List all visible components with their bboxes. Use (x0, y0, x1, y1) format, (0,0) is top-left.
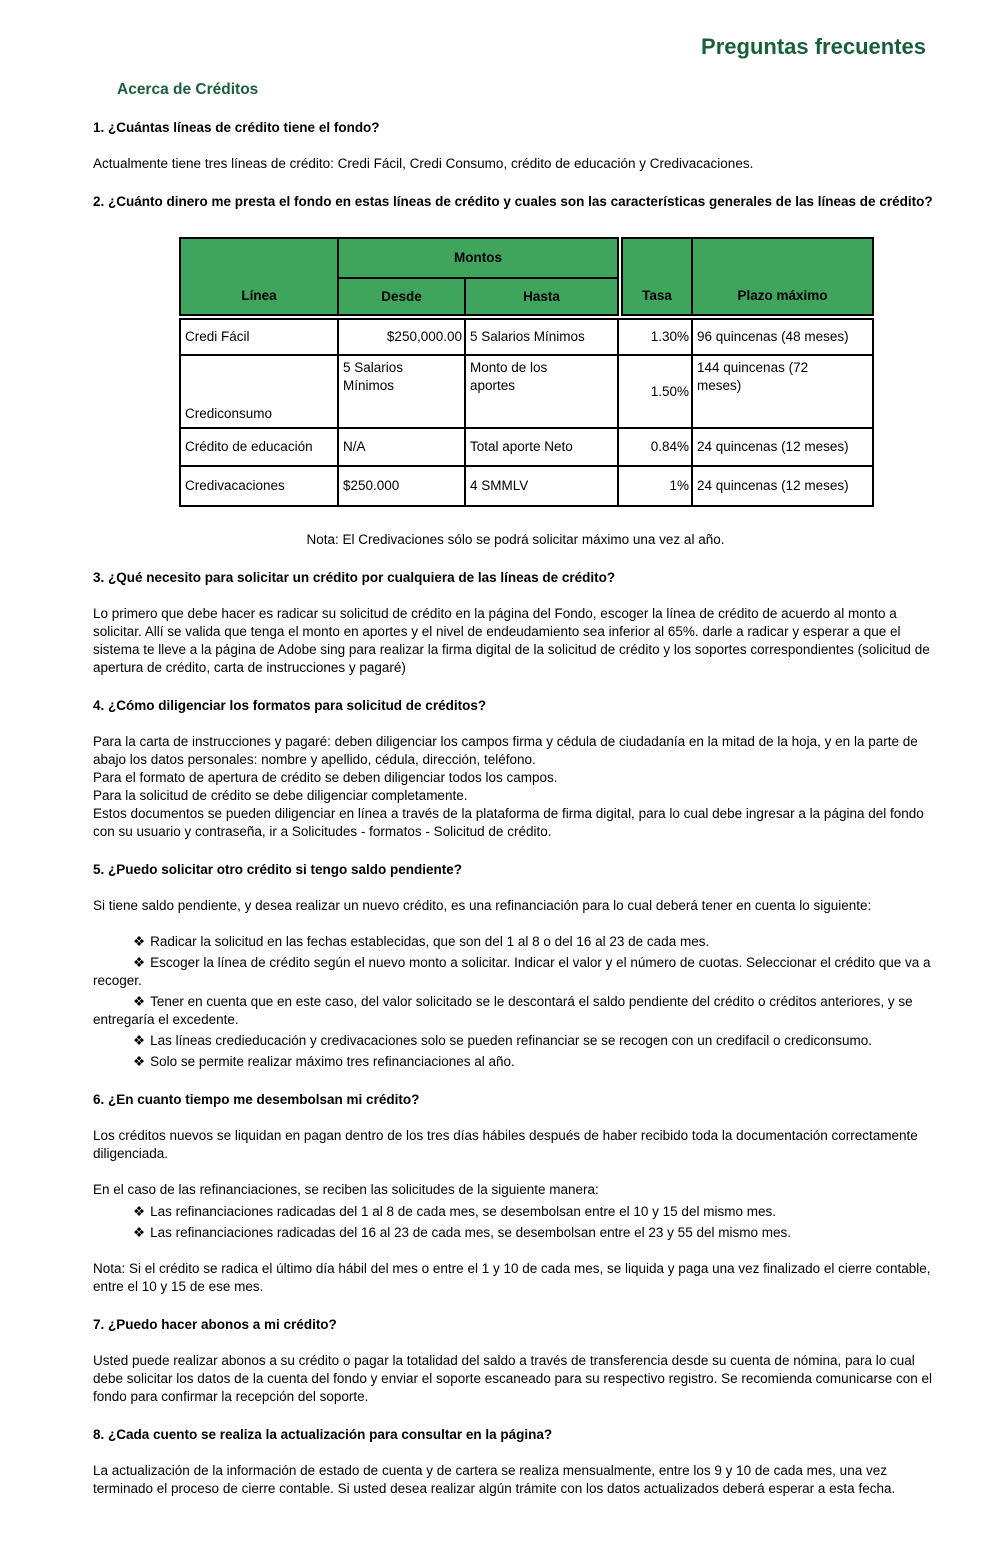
cell-plazo: 24 quincenas (12 meses) (692, 428, 873, 466)
table-header-plazo: Plazo máximo (692, 238, 873, 315)
faq-question-6: 6. ¿En cuanto tiempo me desembolsan mi crédito? (93, 1092, 420, 1107)
table-header-row-top (180, 238, 873, 278)
table-row (180, 319, 873, 355)
table-header-tasa: Tasa (622, 238, 692, 315)
bullet-item (93, 933, 938, 951)
cell-desde: 5 Salarios Mínimos (338, 355, 465, 428)
faq-answer-5-bullets (93, 933, 938, 1071)
cell-desde: N/A (338, 428, 465, 466)
credit-lines-table (179, 237, 874, 507)
table-row (180, 466, 873, 506)
faq-question-3: 3. ¿Qué necesito para solicitar un crédito por cualquiera de las líneas de crédito? (93, 570, 616, 585)
cell-hasta: Total aporte Neto (465, 428, 618, 466)
cell-hasta: 4 SMMLV (465, 466, 618, 506)
bullet-item (93, 1224, 938, 1242)
cell-hasta: 5 Salarios Mínimos (465, 319, 618, 355)
table-header-hasta: Hasta (465, 278, 618, 315)
faq-answer-6-intro: En el caso de las refinanciaciones, se reciben las solicitudes de la siguiente manera: (93, 1182, 599, 1197)
faq-question-7: 7. ¿Puedo hacer abonos a mi crédito? (93, 1317, 337, 1332)
faq-body (93, 119, 938, 1498)
cell-linea: Crediconsumo (180, 355, 338, 428)
section-title: Acerca de Créditos (117, 81, 259, 98)
bullet-text: Tener en cuenta que en este caso, del valor solicitado se le descontará el saldo pendiente del crédito o créditos anteriores, y se entregaría el excedente. (93, 994, 913, 1027)
cell-tasa: 1.50% (618, 355, 692, 428)
answer-line: Para la solicitud de crédito se debe diligenciar completamente. (93, 788, 468, 803)
faq-answer-3: Lo primero que debe hacer es radicar su solicitud de crédito en la página del Fondo, escoger la línea de crédito de acuerdo al monto a solicitar. Allí se valida que tenga el monto en aportes y el nivel de endeudamiento sea inferior al 65%. darle a radicar y esperar a que el sistema te lleve a la página de Adobe sing para realizar la firma digital de la solicitud de crédito y los soportes correspondientes (solicitud de apertura de crédito, carta de instrucciones y pagaré) (93, 606, 930, 675)
diamond-bullet-icon: ❖ (133, 1225, 146, 1240)
faq-answer-6-bullets (93, 1203, 938, 1242)
page-title: Preguntas frecuentes (701, 34, 926, 59)
faq-answer-7: Usted puede realizar abonos a su crédito o pagar la totalidad del saldo a través de transferencia desde su cuenta de nómina, para lo cual debe solicitar los datos de la cuenta del fondo y enviar el soporte escaneado para su respectivo registro. Se recomienda comunicarse con el fondo para confirmar la recepción del soporte. (93, 1353, 932, 1404)
answer-line: Para la carta de instrucciones y pagaré: deben diligenciar los campos firma y cédula de ciudadanía en la mitad de la hoja, y en la parte de abajo los datos personales: nombre y apellido, cédula, dirección, teléfono. (93, 734, 918, 767)
faq-question-2: 2. ¿Cuánto dinero me presta el fondo en estas líneas de crédito y cuales son las características generales de las líneas de crédito? (93, 194, 933, 209)
diamond-bullet-icon: ❖ (133, 1033, 146, 1048)
table-row (180, 428, 873, 466)
cell-plazo: 96 quincenas (48 meses) (692, 319, 873, 355)
cell-tasa: 1% (618, 466, 692, 506)
answer-line: Estos documentos se pueden diligenciar en línea a través de la plataforma de firma digital, para lo cual debe ingresar a la página del fondo con su usuario y contraseña, ir a Solicitudes - formatos - Solicitud de crédito. (93, 806, 924, 839)
cell-linea: Credivacaciones (180, 466, 338, 506)
cell-plazo: 24 quincenas (12 meses) (692, 466, 873, 506)
diamond-bullet-icon: ❖ (133, 934, 146, 949)
diamond-bullet-icon: ❖ (133, 994, 146, 1009)
bullet-text: Escoger la línea de crédito según el nuevo monto a solicitar. Indicar el valor y el número de cuotas. Seleccionar el crédito que va a recoger. (93, 955, 931, 988)
bullet-text: Las líneas credieducación y credivacaciones solo se pueden refinanciar se se recogen con un credifacil o crediconsumo. (150, 1033, 873, 1048)
table-header-montos: Montos (338, 238, 618, 278)
cell-tasa: 1.30% (618, 319, 692, 355)
table-header-linea: Línea (180, 238, 338, 315)
faq-answer-1: Actualmente tiene tres líneas de crédito: Credi Fácil, Credi Consumo, crédito de educación y Credivacaciones. (93, 156, 754, 171)
cell-plazo: 144 quincenas (72 meses) (692, 355, 873, 428)
table-header-desde: Desde (338, 278, 465, 315)
bullet-item (93, 1032, 938, 1050)
faq-question-8: 8. ¿Cada cuento se realiza la actualización para consultar en la página? (93, 1427, 553, 1442)
bullet-item (93, 1203, 938, 1221)
cell-linea: Crédito de educación (180, 428, 338, 466)
diamond-bullet-icon: ❖ (133, 1054, 146, 1069)
faq-question-5: 5. ¿Puedo solicitar otro crédito si tengo saldo pendiente? (93, 862, 463, 877)
cell-desde: $250.000 (338, 466, 465, 506)
faq-answer-5-intro: Si tiene saldo pendiente, y desea realizar un nuevo crédito, es una refinanciación para lo cual deberá tener en cuenta lo siguiente: (93, 898, 872, 913)
bullet-text: Las refinanciaciones radicadas del 1 al 8 de cada mes, se desembolsan entre el 10 y 15 del mismo mes. (150, 1204, 776, 1219)
faq-question-4: 4. ¿Cómo diligenciar los formatos para solicitud de créditos? (93, 698, 487, 713)
cell-hasta: Monto de los aportes (465, 355, 618, 428)
answer-line: Para el formato de apertura de crédito se deben diligenciar todos los campos. (93, 770, 558, 785)
faq-question-1: 1. ¿Cuántas líneas de crédito tiene el fondo? (93, 120, 380, 135)
faq-answer-6-note: Nota: Si el crédito se radica el último día hábil del mes o entre el 1 y 10 de cada mes, se liquida y paga una vez finalizado el cierre contable, entre el 10 y 15 de ese mes. (93, 1261, 931, 1294)
bullet-text: Solo se permite realizar máximo tres refinanciaciones al año. (150, 1054, 515, 1069)
faq-answer-4 (93, 733, 938, 841)
table-note: Nota: El Credivaciones sólo se podrá solicitar máximo una vez al año. (306, 532, 725, 547)
diamond-bullet-icon: ❖ (133, 1204, 146, 1219)
cell-linea: Credi Fácil (180, 319, 338, 355)
faq-answer-8: La actualización de la información de estado de cuenta y de cartera se realiza mensualmente, entre los 9 y 10 de cada mes, una vez terminado el proceso de cierre contable. Si usted desea realizar algún trámite con los datos actualizados deberá esperar a esta fecha. (93, 1463, 896, 1496)
bullet-item (93, 954, 938, 990)
cell-tasa: 0.84% (618, 428, 692, 466)
cell-desde: $250,000.00 (338, 319, 465, 355)
bullet-item (93, 993, 938, 1029)
bullet-text: Radicar la solicitud en las fechas establecidas, que son del 1 al 8 o del 16 al 23 de cada mes. (150, 934, 710, 949)
table-row (180, 355, 873, 428)
diamond-bullet-icon: ❖ (133, 955, 146, 970)
bullet-item (93, 1053, 938, 1071)
bullet-text: Las refinanciaciones radicadas del 16 al 23 de cada mes, se desembolsan entre el 23 y 55 del mismo mes. (150, 1225, 791, 1240)
faq-answer-6: Los créditos nuevos se liquidan en pagan dentro de los tres días hábiles después de haber recibido toda la documentación correctamente diligenciada. (93, 1128, 918, 1161)
